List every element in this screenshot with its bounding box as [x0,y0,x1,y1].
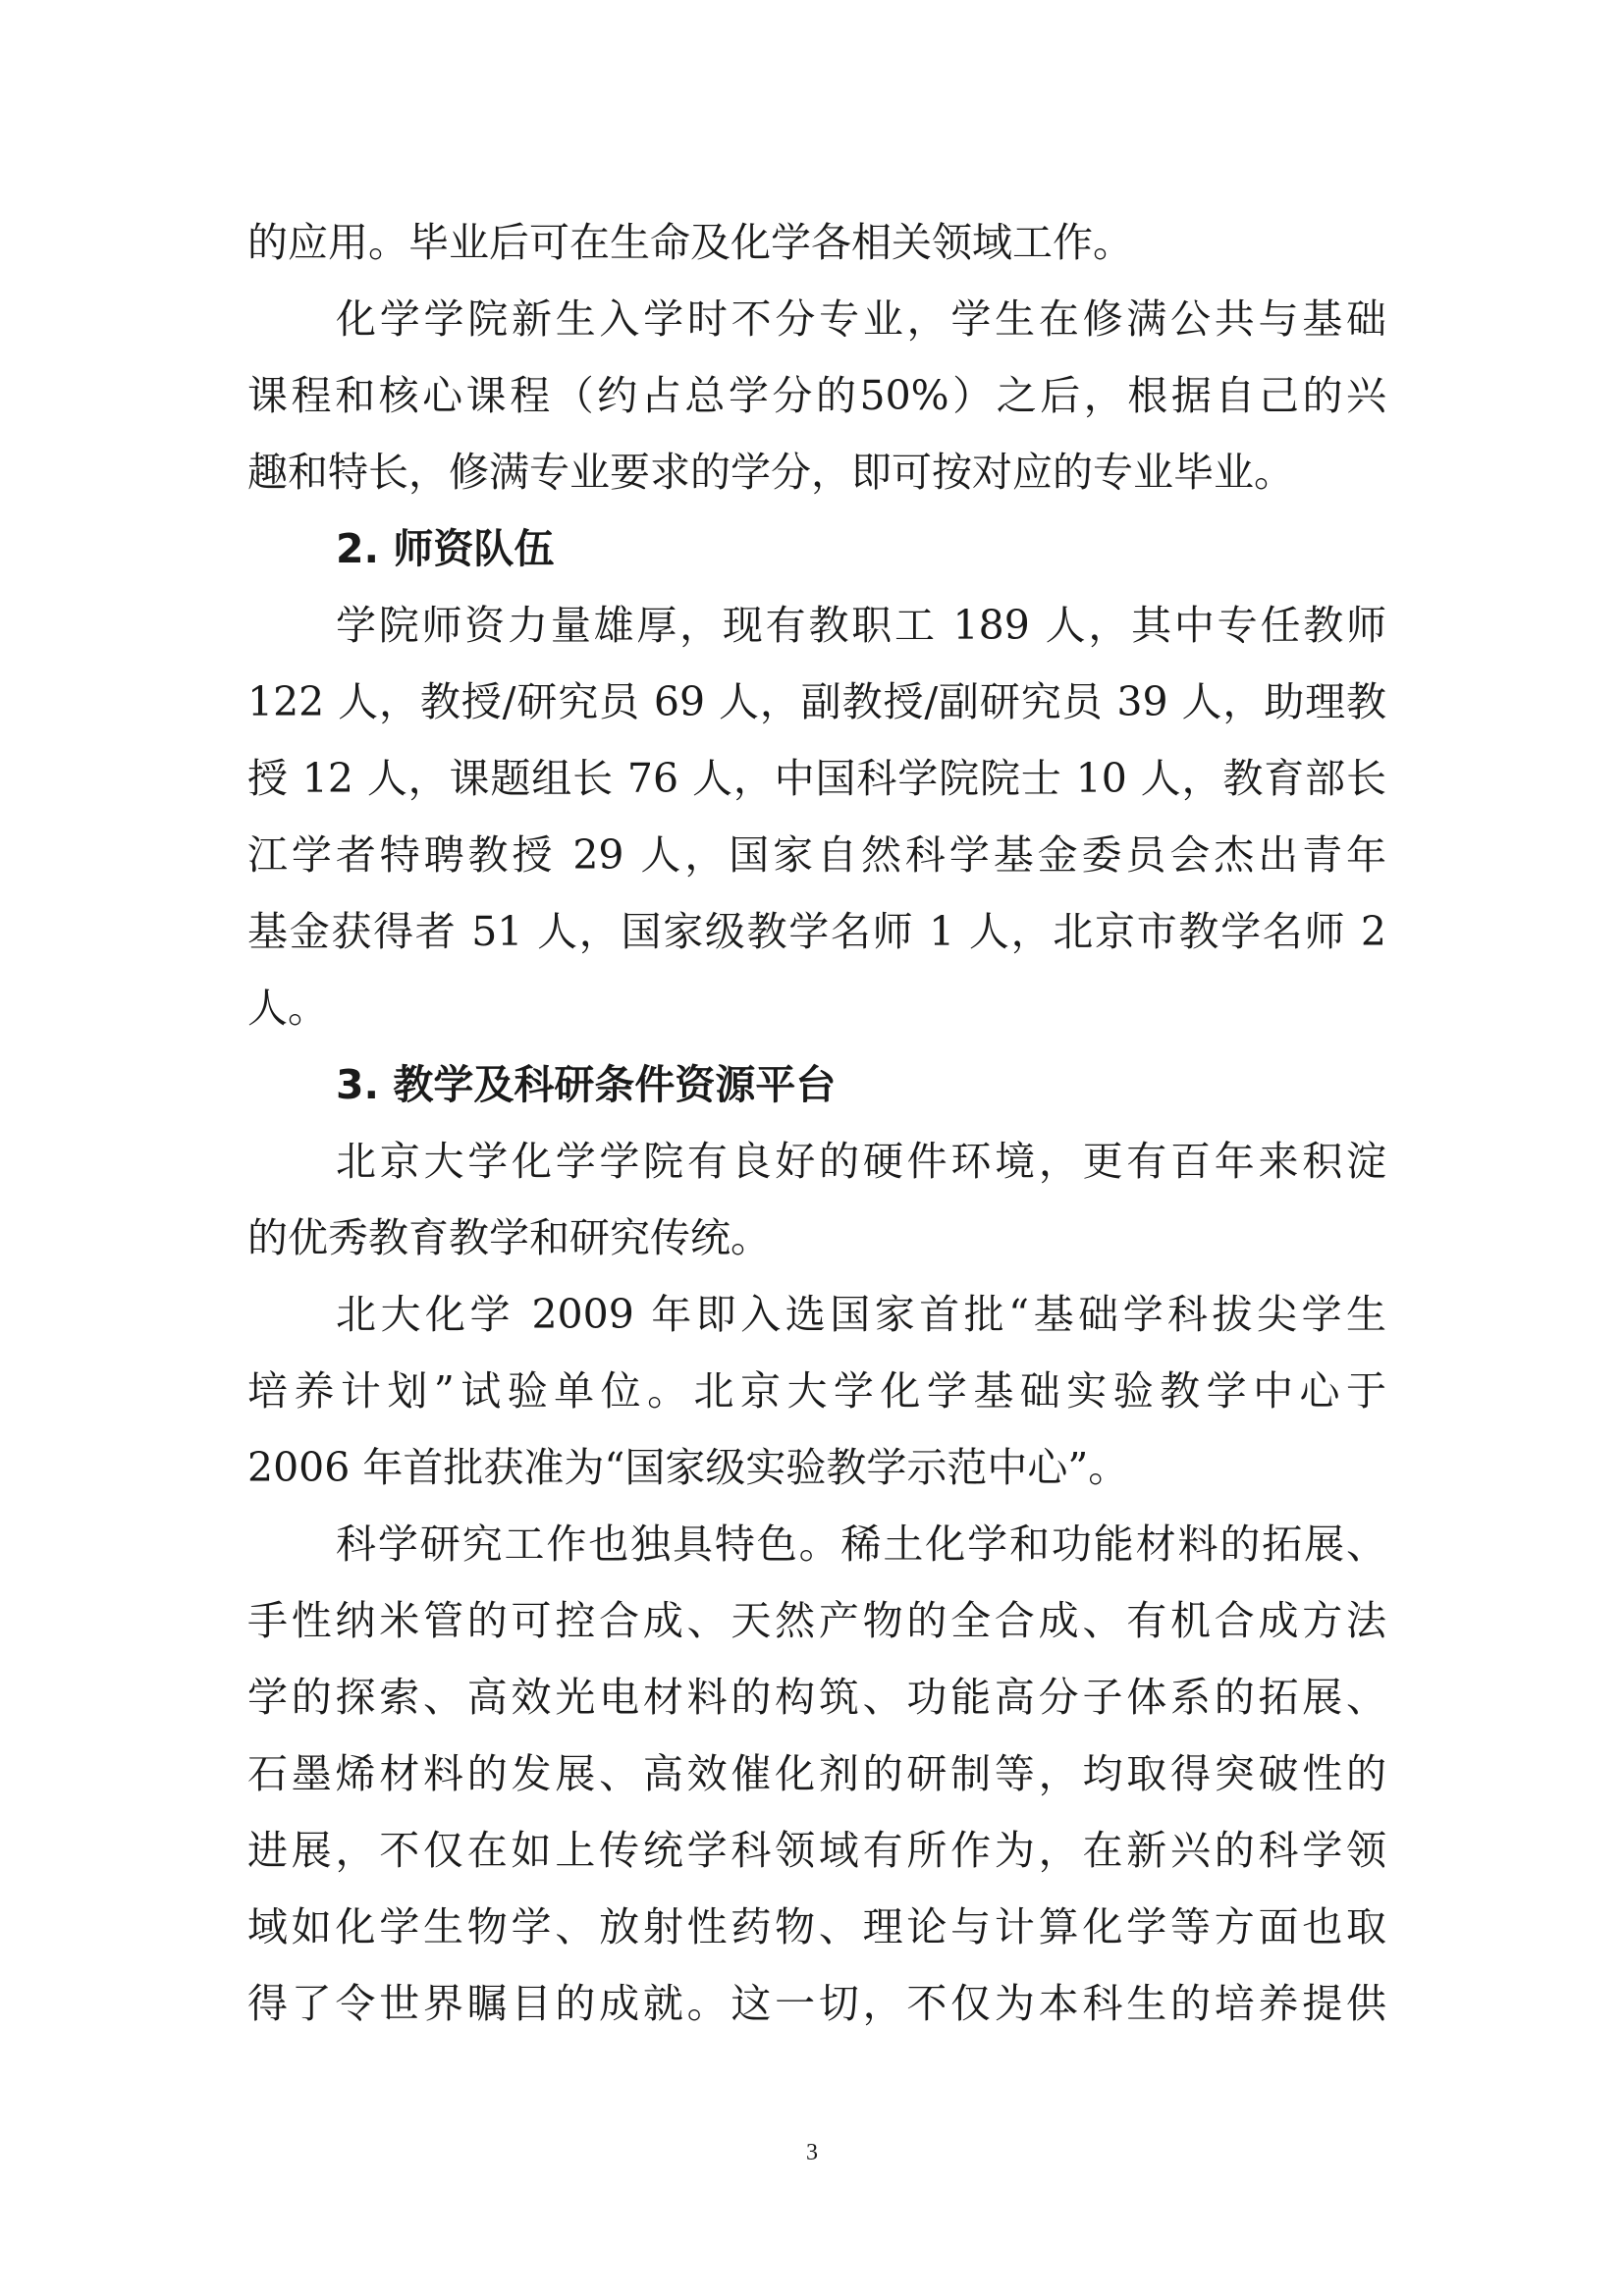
text-line: 人。 [247,985,328,1032]
text-line: 石墨烯材料的发展、高效催化剂的研制等，均取得突破性的 [247,1750,1386,1797]
text-line: 122 人，教授/研究员 69 人，副教授/副研究员 39 人，助理教 [247,678,1386,725]
text-line: 培养计划”试验单位。北京大学化学基础实验教学中心于 [247,1367,1386,1415]
text-line: 域如化学生物学、放射性药物、理论与计算化学等方面也取 [247,1903,1386,1950]
text-line: 手性纳米管的可控合成、天然产物的全合成、有机合成方法 [247,1597,1386,1644]
text-line: 科学研究工作也独具特色。稀土化学和功能材料的拓展、 [336,1521,1386,1568]
text-line: 授 12 人，课题组长 76 人，中国科学院院士 10 人，教育部长 [247,755,1386,802]
text-line: 基金获得者 51 人，国家级教学名师 1 人，北京市教学名师 2 [247,908,1386,955]
text-line: 的应用。毕业后可在生命及化学各相关领域工作。 [247,219,1133,266]
section-heading: 3. 教学及科研条件资源平台 [336,1061,837,1108]
section-heading: 2. 师资队伍 [336,525,555,572]
text-line: 课程和核心课程（约占总学分的50%）之后，根据自己的兴 [247,372,1386,419]
text-line: 学院师资力量雄厚，现有教职工 189 人，其中专任教师 [336,602,1386,649]
text-line: 北京大学化学学院有良好的硬件环境，更有百年来积淀 [336,1138,1386,1185]
text-line: 趣和特长，修满专业要求的学分，即可按对应的专业毕业。 [247,449,1294,496]
text-line: 2006 年首批获准为“国家级实验教学示范中心”。 [247,1444,1129,1491]
text-line: 江学者特聘教授 29 人，国家自然科学基金委员会杰出青年 [247,831,1386,879]
text-line: 得了令世界瞩目的成就。这一切，不仅为本科生的培养提供 [247,1980,1386,2027]
text-line: 化学学院新生入学时不分专业，学生在修满公共与基础 [336,295,1386,343]
text-line: 进展，不仅在如上传统学科领域有所作为，在新兴的科学领 [247,1827,1386,1874]
text-line: 北大化学 2009 年即入选国家首批“基础学科拔尖学生 [336,1291,1386,1338]
text-line: 的优秀教育教学和研究传统。 [247,1214,771,1261]
text-line: 学的探索、高效光电材料的构筑、功能高分子体系的拓展、 [247,1674,1386,1721]
page-number: 3 [806,2140,818,2165]
